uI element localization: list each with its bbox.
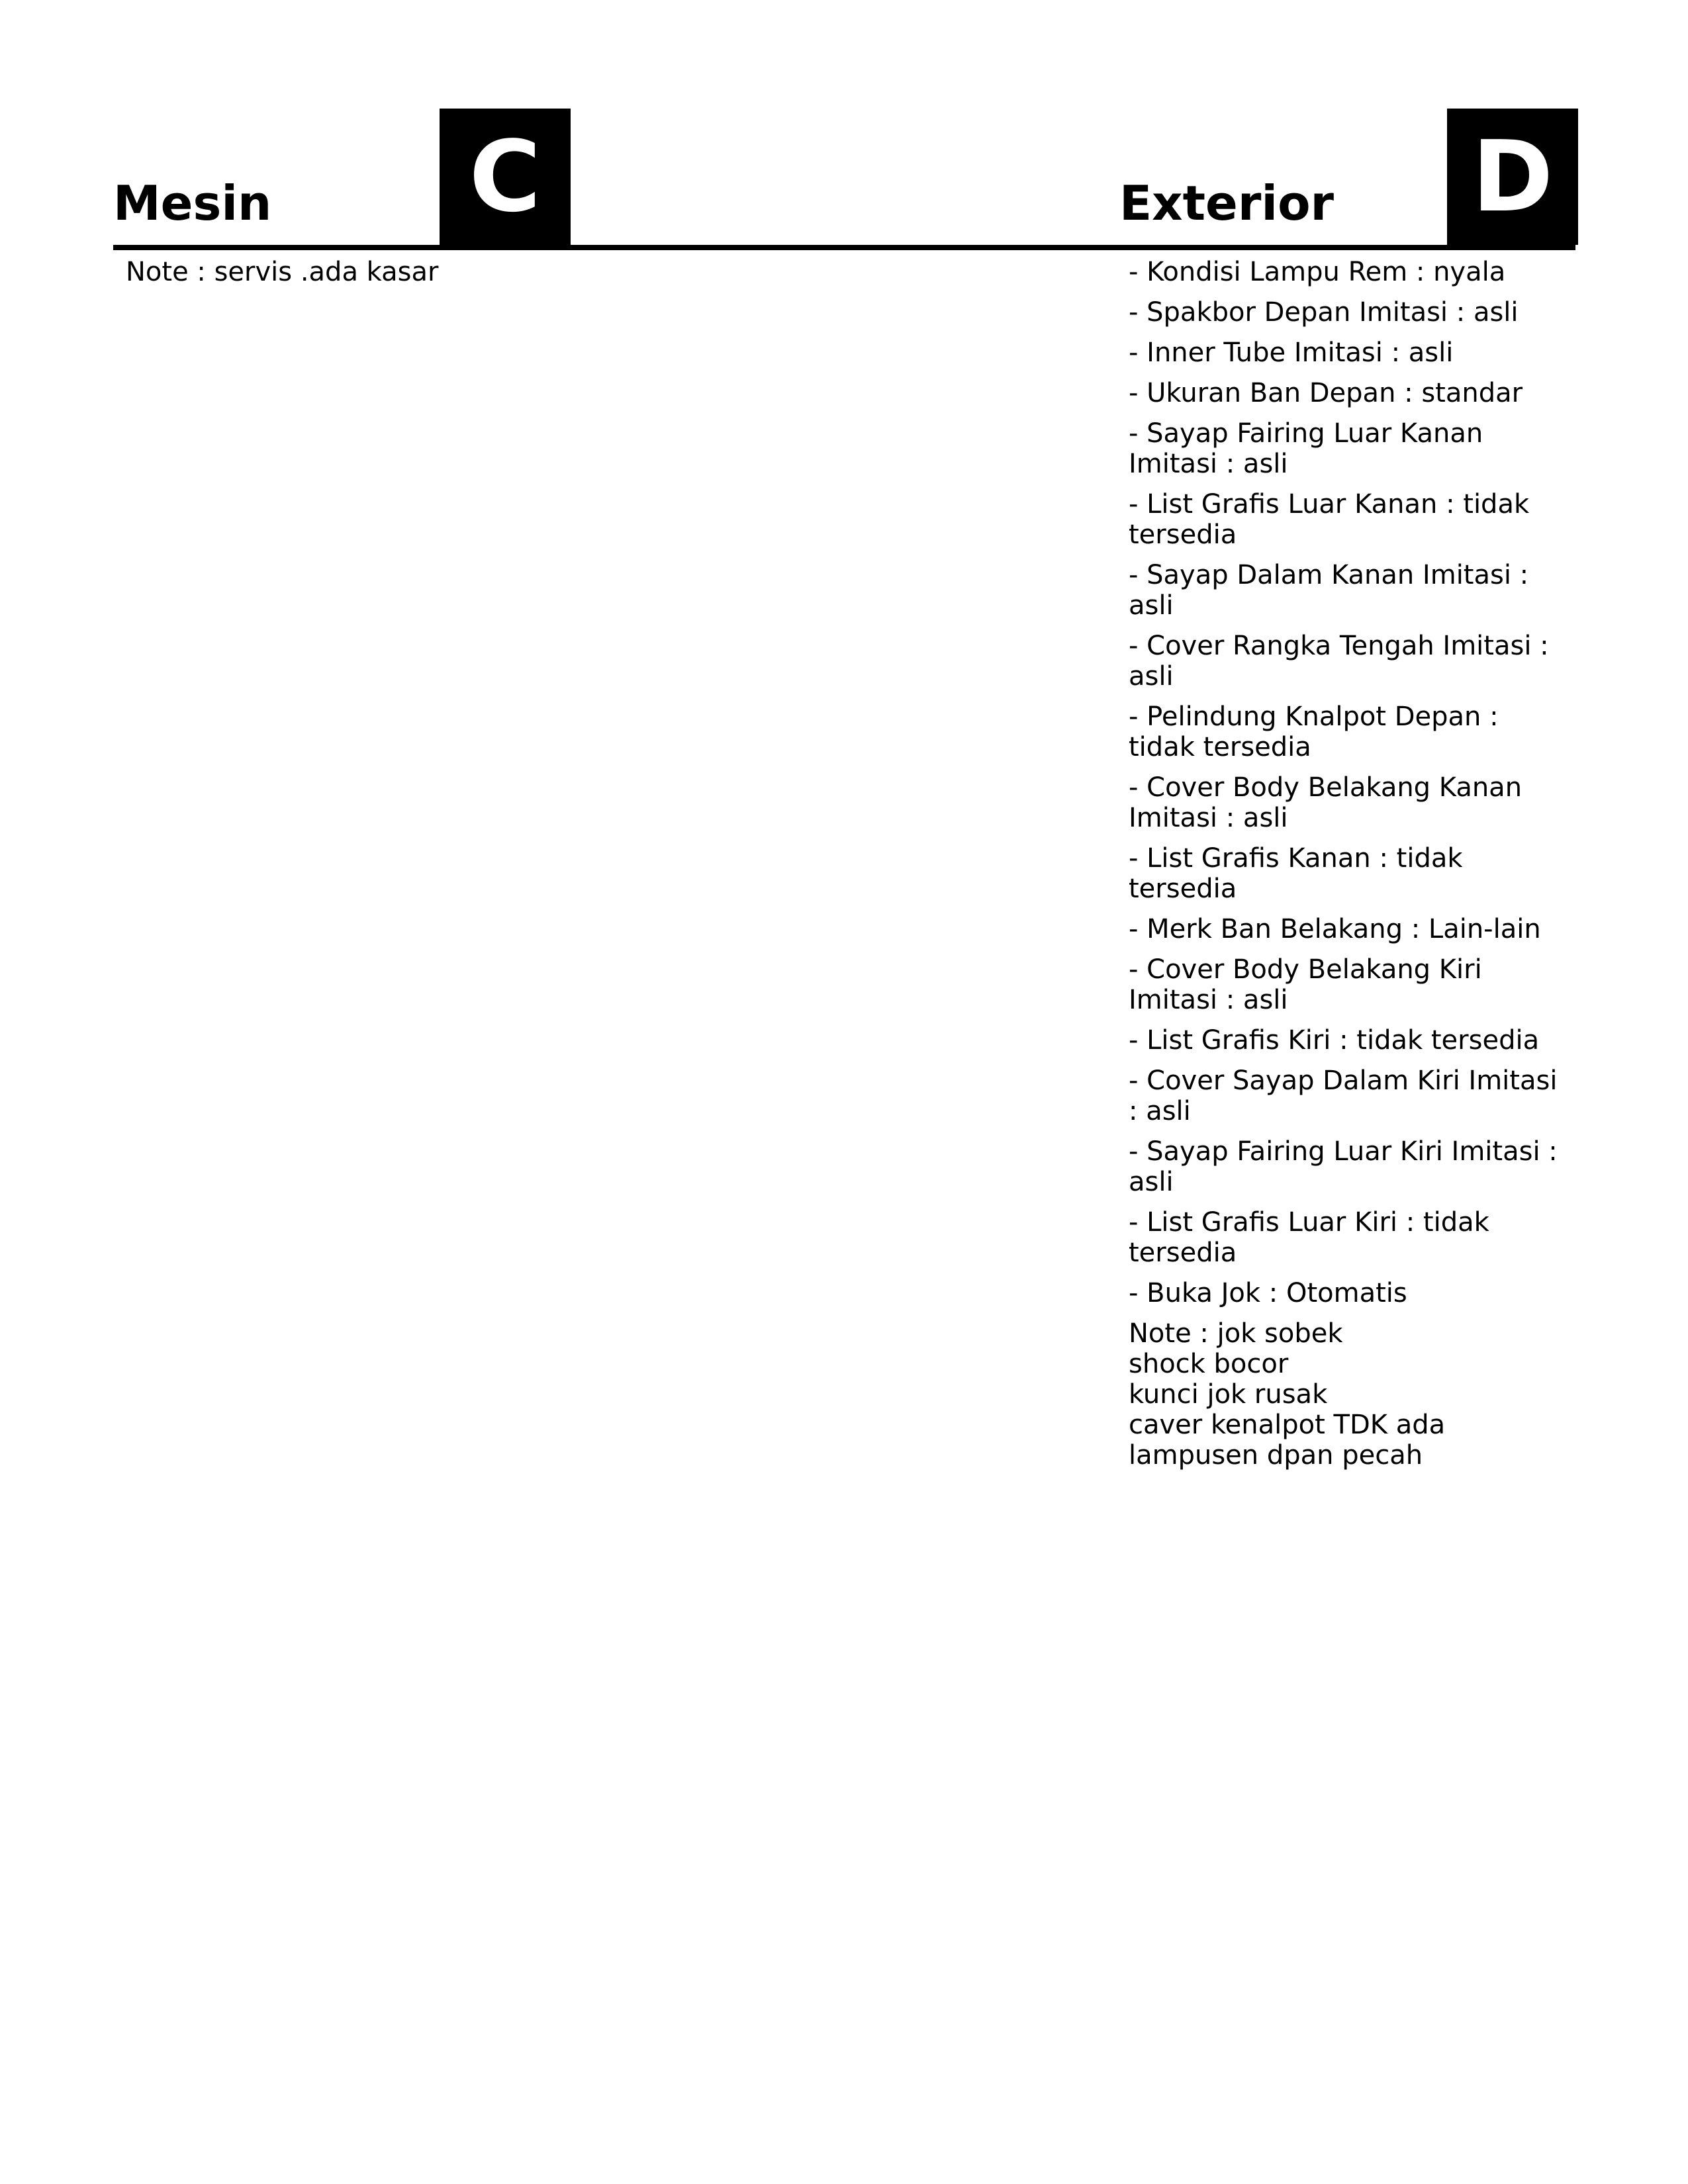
exterior-item: - Sayap Dalam Kanan Imitasi : asli [1129,560,1529,621]
exterior-item: - Cover Rangka Tengah Imitasi : asli [1129,631,1549,692]
exterior-note-line: kunci jok rusak [1129,1379,1328,1410]
exterior-section-body [1129,257,1566,1480]
exterior-item: - Cover Sayap Dalam Kiri Imitasi : asli [1129,1066,1558,1126]
exterior-item: - Spakbor Depan Imitasi : asli [1129,297,1519,328]
exterior-note [1129,1318,1566,1471]
exterior-note-line: lampusen dpan pecah [1129,1440,1423,1471]
exterior-item: - Buka Jok : Otomatis [1129,1278,1407,1308]
exterior-item: - List Grafis Kiri : tidak tersedia [1129,1025,1540,1056]
exterior-item: - Cover Body Belakang Kanan Imitasi : asli [1129,772,1523,833]
exterior-item: - Ukuran Ban Depan : standar [1129,378,1523,408]
exterior-item: - Cover Body Belakang Kiri Imitasi : asli [1129,954,1482,1015]
section-letter-badge-d: D [1447,109,1578,245]
exterior-item: - Sayap Fairing Luar Kiri Imitasi : asli [1129,1136,1558,1197]
exterior-item: - Sayap Fairing Luar Kanan Imitasi : asli [1129,418,1483,479]
mesin-section-body [126,257,1053,297]
exterior-item: - Kondisi Lampu Rem : nyala [1129,257,1506,287]
exterior-item: - List Grafis Luar Kanan : tidak tersedia [1129,489,1530,550]
exterior-note-line: caver kenalpot TDK ada [1129,1410,1446,1440]
exterior-item: - List Grafis Luar Kiri : tidak tersedia [1129,1207,1489,1268]
section-divider-rule [113,245,1575,250]
exterior-item: - Merk Ban Belakang : Lain-lain [1129,914,1541,944]
exterior-item: - Pelindung Knalpot Depan : tidak tersedia [1129,702,1499,762]
exterior-note-line: Note : jok sobek [1129,1318,1343,1349]
exterior-note-line: shock bocor [1129,1349,1289,1379]
section-title-mesin: Mesin [113,175,272,231]
exterior-item: - List Grafis Kanan : tidak tersedia [1129,843,1463,904]
section-title-exterior: Exterior [1119,175,1335,231]
mesin-note: Note : servis .ada kasar [126,257,439,287]
section-letter-badge-c: C [440,109,571,245]
exterior-item: - Inner Tube Imitasi : asli [1129,338,1454,368]
